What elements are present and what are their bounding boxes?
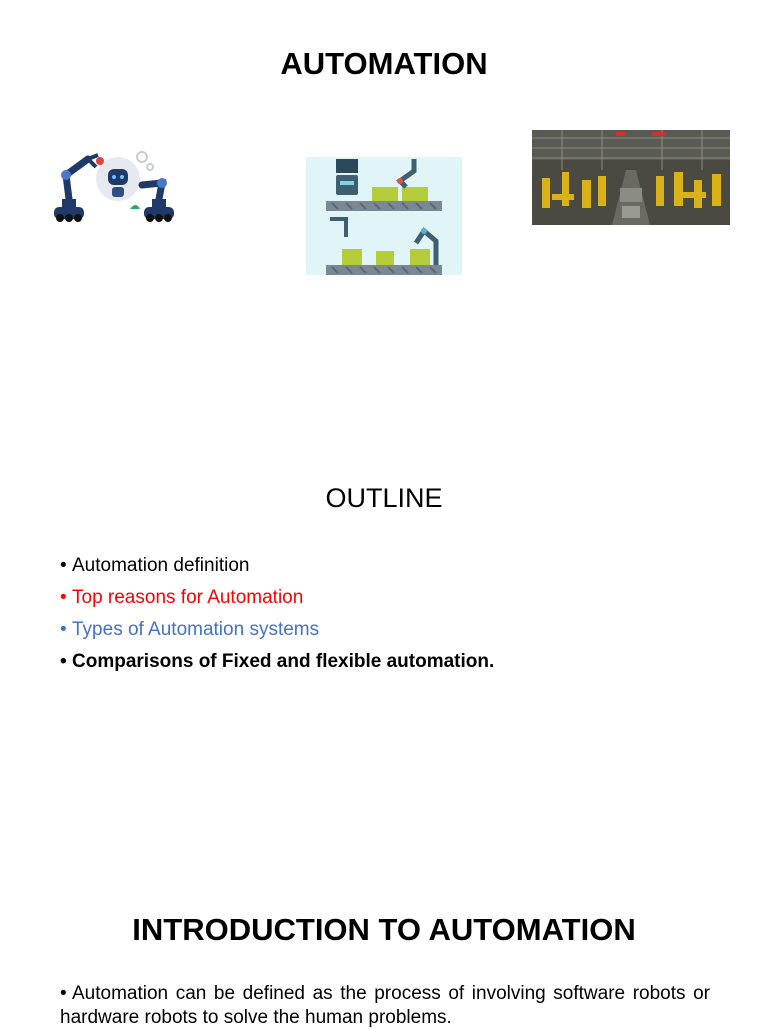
slide-title: INTRODUCTION TO AUTOMATION: [132, 912, 636, 947]
assembly-line-illustration-icon: [306, 157, 462, 275]
list-item: • Types of Automation systems: [60, 619, 320, 640]
list-item: • Comparisons of Fixed and flexible automation.: [60, 651, 495, 672]
slide-automation: [0, 0, 768, 300]
slide-title: AUTOMATION: [280, 46, 488, 81]
list-item: • Top reasons for Automation: [60, 587, 304, 608]
factory-photo-icon: [532, 130, 730, 225]
robot-arms-illustration-icon: [50, 145, 178, 227]
slide-outline: [0, 460, 768, 690]
intro-paragraph: • Automation can be defined as the process of involving software robots or hardware robots to solve the human problems.: [60, 983, 710, 1028]
outline-list: [60, 550, 494, 678]
slide-introduction: [0, 900, 768, 1028]
slide-title: OUTLINE: [325, 483, 443, 513]
list-item: • Automation definition: [60, 555, 250, 576]
